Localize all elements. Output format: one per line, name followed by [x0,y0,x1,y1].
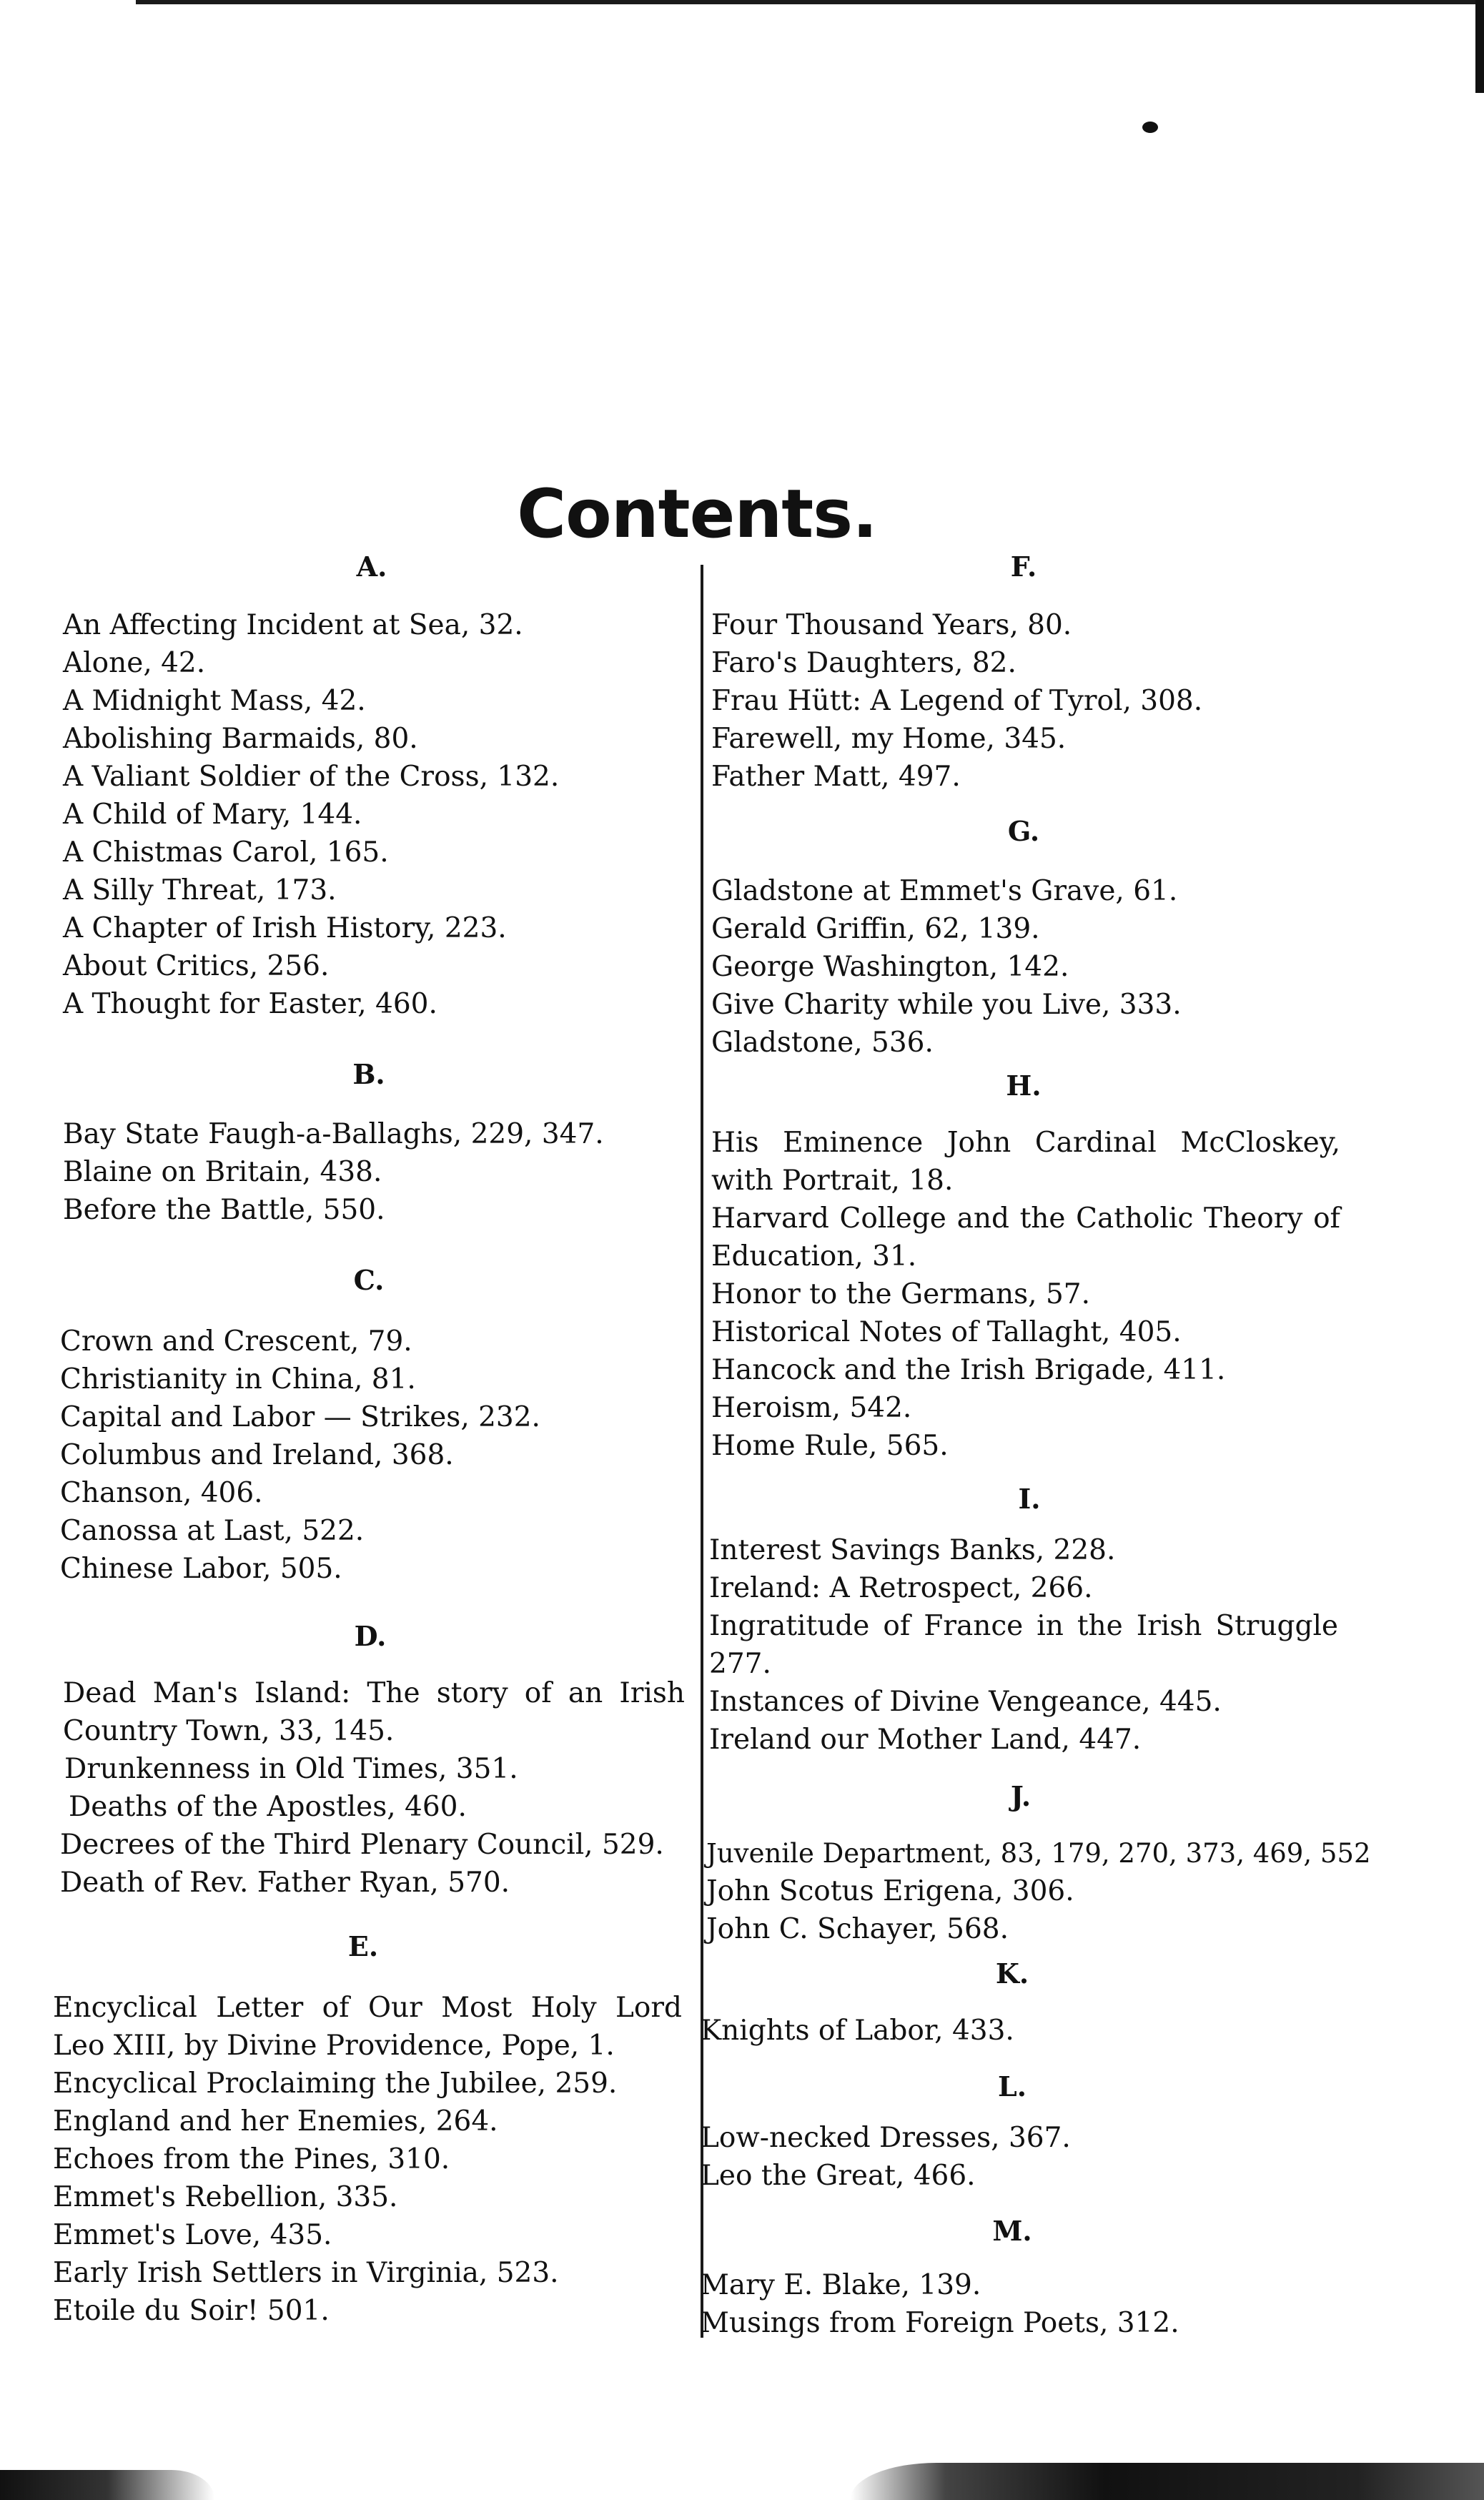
section-heading-i: I. [1018,1483,1041,1515]
list-item: Honor to the Germans, 57. [711,1278,1091,1310]
page-title: Contents. [517,475,877,553]
section-heading-m: M. [992,2215,1032,2247]
scan-shadow-left [0,2470,214,2500]
list-item: Blaine on Britain, 438. [63,1156,382,1188]
list-item: Frau Hütt: A Legend of Tyrol, 308. [711,685,1203,717]
list-item: Early Irish Settlers in Virginia, 523. [53,2257,559,2289]
list-item: Musings from Foreign Poets, 312. [701,2307,1179,2339]
section-heading-g: G. [1007,815,1040,847]
list-item: Ingratitude of France in the Irish Struggle 277. [709,1610,1338,1680]
list-item: A Thought for Easter, 460. [63,988,437,1020]
list-item: Low-necked Dresses, 367. [701,2122,1071,2154]
list-item: Echoes from the Pines, 310. [53,2143,450,2175]
section-heading-k: K. [995,1957,1029,1990]
scan-shadow-right [851,2463,1484,2500]
page-edge-shadow [1475,0,1484,93]
list-item: Father Matt, 497. [711,761,961,793]
section-heading-a: A. [356,550,387,583]
list-item: Heroism, 542. [711,1392,912,1424]
list-item: Interest Savings Banks, 228. [709,1534,1116,1566]
list-item: Gladstone, 536. [711,1027,934,1059]
list-item: Bay State Faugh-a-Ballaghs, 229, 347. [63,1118,604,1150]
list-item: Chanson, 406. [60,1477,263,1509]
list-item: Etoile du Soir! 501. [53,2295,330,2327]
section-heading-e: E. [347,1930,379,1962]
list-item: A Valiant Soldier of the Cross, 132. [63,761,560,793]
list-item: Harvard College and the Catholic Theory of Education, 31. [711,1202,1340,1273]
list-item: Emmet's Rebellion, 335. [53,2181,398,2213]
list-item: Juvenile Department, 83, 179, 270, 373, 469, 552 [706,1838,1371,1869]
list-item: Before the Battle, 550. [63,1194,385,1226]
list-item: An Affecting Incident at Sea, 32. [63,609,523,641]
list-item: Hancock and the Irish Brigade, 411. [711,1354,1226,1386]
list-item: John C. Schayer, 568. [706,1913,1009,1945]
list-item: Christianity in China, 81. [60,1363,416,1395]
section-heading-c: C. [353,1264,385,1296]
list-item: A Chistmas Carol, 165. [63,836,389,869]
list-item: Home Rule, 565. [711,1430,949,1462]
list-item: Knights of Labor, 433. [701,2015,1014,2047]
list-item: Encyclical Proclaiming the Jubilee, 259. [53,2067,618,2100]
list-item: Leo the Great, 466. [701,2160,976,2192]
list-item: Encyclical Letter of Our Most Holy Lord Leo XIII, by Divine Providence, Pope, 1. [53,1992,682,2062]
list-item: Abolishing Barmaids, 80. [63,723,418,755]
list-item: Faro's Daughters, 82. [711,647,1016,679]
list-item: Instances of Divine Vengeance, 445. [709,1686,1222,1718]
list-item: Gladstone at Emmet's Grave, 61. [711,875,1178,907]
list-item: Give Charity while you Live, 333. [711,989,1182,1021]
list-item: His Eminence John Cardinal McCloskey, with Portrait, 18. [711,1127,1340,1197]
section-heading-d: D. [354,1620,387,1652]
list-item: Crown and Crescent, 79. [60,1325,412,1358]
list-item: Historical Notes of Tallaght, 405. [711,1316,1182,1348]
list-item: Decrees of the Third Plenary Council, 529. [60,1829,664,1861]
list-item: Chinese Labor, 505. [60,1553,342,1585]
list-item: Deaths of the Apostles, 460. [69,1791,467,1823]
list-item: Ireland our Mother Land, 447. [709,1724,1142,1756]
list-item: England and her Enemies, 264. [53,2105,498,2138]
section-heading-h: H. [1006,1069,1042,1102]
list-item: John Scotus Erigena, 306. [706,1875,1074,1907]
section-heading-f: F. [1010,550,1037,583]
list-item: A Silly Threat, 173. [63,874,337,906]
list-item: Ireland: A Retrospect, 266. [709,1572,1093,1604]
list-item: Drunkenness in Old Times, 351. [64,1753,518,1785]
list-item: Farewell, my Home, 345. [711,723,1067,755]
list-item: Mary E. Blake, 139. [701,2269,981,2301]
list-item: Gerald Griffin, 62, 139. [711,913,1040,945]
section-heading-b: B. [352,1058,385,1090]
column-divider [701,565,703,2338]
section-heading-l: L. [998,2070,1027,2103]
list-item: Dead Man's Island: The story of an Irish Country Town, 33, 145. [63,1677,685,1747]
list-item: Alone, 42. [63,647,206,679]
list-item: Canossa at Last, 522. [60,1515,365,1547]
list-item: Death of Rev. Father Ryan, 570. [60,1867,510,1899]
section-heading-j: J. [1010,1780,1032,1812]
list-item: Capital and Labor — Strikes, 232. [60,1401,540,1433]
ink-speck [1142,122,1158,133]
list-item: A Chapter of Irish History, 223. [63,912,507,944]
list-item: Columbus and Ireland, 368. [60,1439,454,1471]
list-item: A Midnight Mass, 42. [63,685,366,717]
list-item: George Washington, 142. [711,951,1069,983]
list-item: Emmet's Love, 435. [53,2219,332,2251]
top-rule [136,0,1484,4]
list-item: Four Thousand Years, 80. [711,609,1072,641]
list-item: About Critics, 256. [63,950,330,982]
list-item: A Child of Mary, 144. [63,799,362,831]
